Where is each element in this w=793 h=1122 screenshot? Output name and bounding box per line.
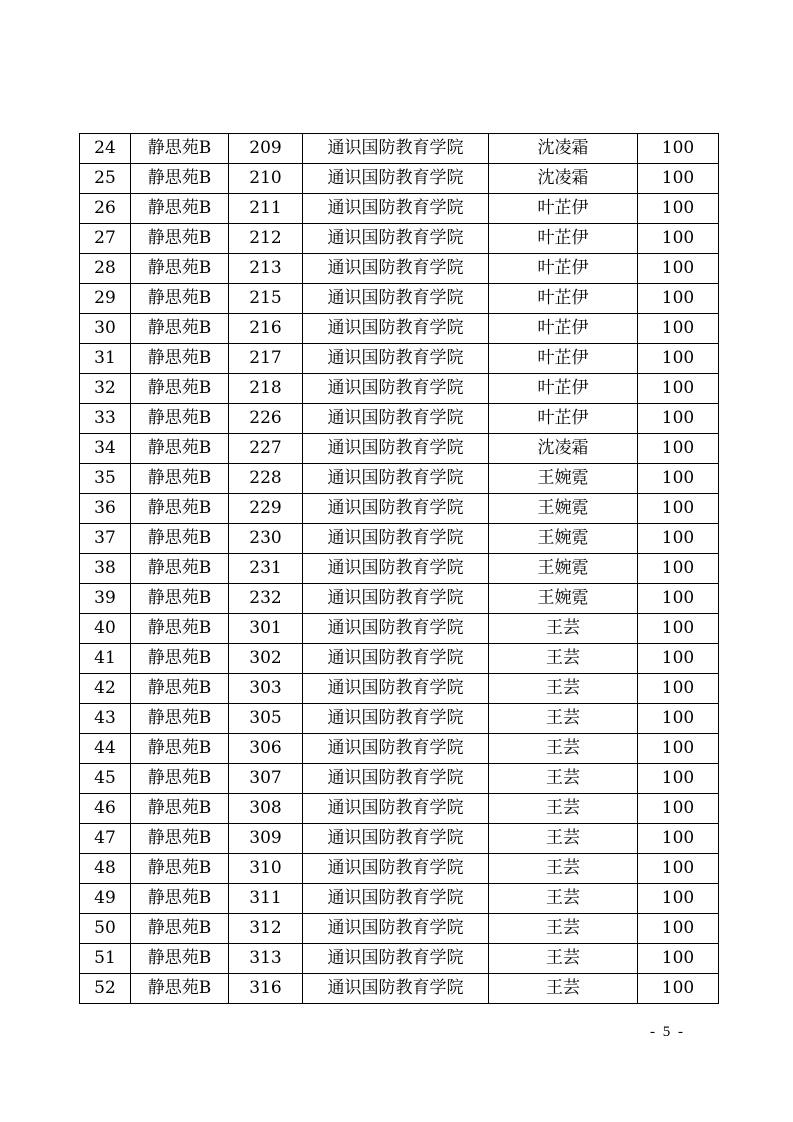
row-number-cell: 42: [80, 674, 131, 704]
person-name-cell: 王芸: [489, 674, 638, 704]
row-number-cell: 28: [80, 254, 131, 284]
college-name-cell: 通识国防教育学院: [303, 524, 489, 554]
row-number-cell: 49: [80, 884, 131, 914]
page-number: - 5 -: [650, 1024, 685, 1040]
room-number-cell: 213: [229, 254, 303, 284]
row-number-cell: 50: [80, 914, 131, 944]
row-number-cell: 30: [80, 314, 131, 344]
score-cell: 100: [638, 134, 719, 164]
college-name-cell: 通识国防教育学院: [303, 644, 489, 674]
person-name-cell: 王婉霓: [489, 464, 638, 494]
building-name-cell: 静思苑B: [131, 614, 229, 644]
building-name-cell: 静思苑B: [131, 794, 229, 824]
college-name-cell: 通识国防教育学院: [303, 854, 489, 884]
score-cell: 100: [638, 674, 719, 704]
score-cell: 100: [638, 974, 719, 1004]
score-cell: 100: [638, 494, 719, 524]
college-name-cell: 通识国防教育学院: [303, 674, 489, 704]
room-number-cell: 212: [229, 224, 303, 254]
score-cell: 100: [638, 194, 719, 224]
college-name-cell: 通识国防教育学院: [303, 704, 489, 734]
college-name-cell: 通识国防教育学院: [303, 464, 489, 494]
row-number-cell: 35: [80, 464, 131, 494]
building-name-cell: 静思苑B: [131, 704, 229, 734]
college-name-cell: 通识国防教育学院: [303, 164, 489, 194]
room-number-cell: 305: [229, 704, 303, 734]
room-number-cell: 228: [229, 464, 303, 494]
table-row: [80, 134, 719, 164]
room-number-cell: 310: [229, 854, 303, 884]
college-name-cell: 通识国防教育学院: [303, 374, 489, 404]
person-name-cell: 叶芷伊: [489, 314, 638, 344]
college-name-cell: 通识国防教育学院: [303, 974, 489, 1004]
person-name-cell: 王芸: [489, 794, 638, 824]
person-name-cell: 王芸: [489, 974, 638, 1004]
building-name-cell: 静思苑B: [131, 164, 229, 194]
person-name-cell: 叶芷伊: [489, 224, 638, 254]
score-cell: 100: [638, 914, 719, 944]
table-row: [80, 614, 719, 644]
row-number-cell: 29: [80, 284, 131, 314]
building-name-cell: 静思苑B: [131, 914, 229, 944]
table-row: [80, 704, 719, 734]
room-number-cell: 210: [229, 164, 303, 194]
building-name-cell: 静思苑B: [131, 734, 229, 764]
table-row: [80, 734, 719, 764]
person-name-cell: 沈凌霜: [489, 434, 638, 464]
score-cell: 100: [638, 164, 719, 194]
room-number-cell: 308: [229, 794, 303, 824]
row-number-cell: 46: [80, 794, 131, 824]
building-name-cell: 静思苑B: [131, 494, 229, 524]
building-name-cell: 静思苑B: [131, 344, 229, 374]
score-cell: 100: [638, 734, 719, 764]
table-row: [80, 374, 719, 404]
table-row: [80, 314, 719, 344]
building-name-cell: 静思苑B: [131, 284, 229, 314]
person-name-cell: 叶芷伊: [489, 344, 638, 374]
row-number-cell: 36: [80, 494, 131, 524]
room-number-cell: 312: [229, 914, 303, 944]
college-name-cell: 通识国防教育学院: [303, 254, 489, 284]
score-cell: 100: [638, 884, 719, 914]
row-number-cell: 38: [80, 554, 131, 584]
building-name-cell: 静思苑B: [131, 254, 229, 284]
building-name-cell: 静思苑B: [131, 764, 229, 794]
college-name-cell: 通识国防教育学院: [303, 764, 489, 794]
score-cell: 100: [638, 824, 719, 854]
row-number-cell: 27: [80, 224, 131, 254]
building-name-cell: 静思苑B: [131, 554, 229, 584]
score-cell: 100: [638, 314, 719, 344]
college-name-cell: 通识国防教育学院: [303, 344, 489, 374]
table-row: [80, 254, 719, 284]
score-cell: 100: [638, 254, 719, 284]
room-number-cell: 303: [229, 674, 303, 704]
college-name-cell: 通识国防教育学院: [303, 224, 489, 254]
score-cell: 100: [638, 854, 719, 884]
score-cell: 100: [638, 614, 719, 644]
building-name-cell: 静思苑B: [131, 824, 229, 854]
person-name-cell: 王芸: [489, 854, 638, 884]
person-name-cell: 王芸: [489, 944, 638, 974]
table-row: [80, 584, 719, 614]
building-name-cell: 静思苑B: [131, 404, 229, 434]
table-row: [80, 554, 719, 584]
score-cell: 100: [638, 944, 719, 974]
table-row: [80, 914, 719, 944]
person-name-cell: 王芸: [489, 824, 638, 854]
building-name-cell: 静思苑B: [131, 644, 229, 674]
person-name-cell: 王芸: [489, 734, 638, 764]
table-row: [80, 794, 719, 824]
room-number-cell: 226: [229, 404, 303, 434]
person-name-cell: 沈凌霜: [489, 164, 638, 194]
room-number-cell: 227: [229, 434, 303, 464]
score-cell: 100: [638, 344, 719, 374]
room-number-cell: 215: [229, 284, 303, 314]
row-number-cell: 48: [80, 854, 131, 884]
college-name-cell: 通识国防教育学院: [303, 494, 489, 524]
table-row: [80, 434, 719, 464]
score-cell: 100: [638, 374, 719, 404]
score-cell: 100: [638, 224, 719, 254]
row-number-cell: 31: [80, 344, 131, 374]
room-number-cell: 309: [229, 824, 303, 854]
row-number-cell: 51: [80, 944, 131, 974]
row-number-cell: 44: [80, 734, 131, 764]
room-number-cell: 306: [229, 734, 303, 764]
table-row: [80, 764, 719, 794]
row-number-cell: 32: [80, 374, 131, 404]
building-name-cell: 静思苑B: [131, 674, 229, 704]
person-name-cell: 王芸: [489, 614, 638, 644]
score-cell: 100: [638, 464, 719, 494]
row-number-cell: 40: [80, 614, 131, 644]
room-number-cell: 301: [229, 614, 303, 644]
score-cell: 100: [638, 764, 719, 794]
building-name-cell: 静思苑B: [131, 374, 229, 404]
table-row: [80, 524, 719, 554]
room-number-cell: 313: [229, 944, 303, 974]
row-number-cell: 52: [80, 974, 131, 1004]
college-name-cell: 通识国防教育学院: [303, 794, 489, 824]
room-number-cell: 302: [229, 644, 303, 674]
college-name-cell: 通识国防教育学院: [303, 434, 489, 464]
score-cell: 100: [638, 284, 719, 314]
row-number-cell: 37: [80, 524, 131, 554]
building-name-cell: 静思苑B: [131, 224, 229, 254]
person-name-cell: 王婉霓: [489, 524, 638, 554]
room-number-cell: 307: [229, 764, 303, 794]
person-name-cell: 叶芷伊: [489, 284, 638, 314]
building-name-cell: 静思苑B: [131, 944, 229, 974]
row-number-cell: 45: [80, 764, 131, 794]
college-name-cell: 通识国防教育学院: [303, 284, 489, 314]
table-body: [80, 134, 719, 1004]
college-name-cell: 通识国防教育学院: [303, 914, 489, 944]
table-row: [80, 344, 719, 374]
person-name-cell: 王芸: [489, 884, 638, 914]
score-cell: 100: [638, 404, 719, 434]
college-name-cell: 通识国防教育学院: [303, 314, 489, 344]
person-name-cell: 王婉霓: [489, 554, 638, 584]
row-number-cell: 26: [80, 194, 131, 224]
row-number-cell: 39: [80, 584, 131, 614]
college-name-cell: 通识国防教育学院: [303, 584, 489, 614]
building-name-cell: 静思苑B: [131, 194, 229, 224]
table-row: [80, 974, 719, 1004]
score-cell: 100: [638, 704, 719, 734]
dorm-inspection-table: [79, 133, 719, 1004]
room-number-cell: 316: [229, 974, 303, 1004]
person-name-cell: 王婉霓: [489, 494, 638, 524]
building-name-cell: 静思苑B: [131, 974, 229, 1004]
person-name-cell: 叶芷伊: [489, 254, 638, 284]
college-name-cell: 通识国防教育学院: [303, 734, 489, 764]
college-name-cell: 通识国防教育学院: [303, 404, 489, 434]
room-number-cell: 218: [229, 374, 303, 404]
college-name-cell: 通识国防教育学院: [303, 944, 489, 974]
person-name-cell: 王芸: [489, 644, 638, 674]
college-name-cell: 通识国防教育学院: [303, 554, 489, 584]
table-row: [80, 674, 719, 704]
person-name-cell: 叶芷伊: [489, 194, 638, 224]
building-name-cell: 静思苑B: [131, 434, 229, 464]
room-number-cell: 217: [229, 344, 303, 374]
score-cell: 100: [638, 434, 719, 464]
table-row: [80, 824, 719, 854]
building-name-cell: 静思苑B: [131, 884, 229, 914]
person-name-cell: 叶芷伊: [489, 404, 638, 434]
row-number-cell: 25: [80, 164, 131, 194]
person-name-cell: 王芸: [489, 704, 638, 734]
table-row: [80, 944, 719, 974]
score-cell: 100: [638, 794, 719, 824]
college-name-cell: 通识国防教育学院: [303, 884, 489, 914]
college-name-cell: 通识国防教育学院: [303, 194, 489, 224]
room-number-cell: 209: [229, 134, 303, 164]
room-number-cell: 211: [229, 194, 303, 224]
room-number-cell: 216: [229, 314, 303, 344]
person-name-cell: 王芸: [489, 914, 638, 944]
building-name-cell: 静思苑B: [131, 854, 229, 884]
person-name-cell: 王婉霓: [489, 584, 638, 614]
table-row: [80, 284, 719, 314]
row-number-cell: 24: [80, 134, 131, 164]
score-cell: 100: [638, 524, 719, 554]
row-number-cell: 33: [80, 404, 131, 434]
row-number-cell: 43: [80, 704, 131, 734]
building-name-cell: 静思苑B: [131, 584, 229, 614]
building-name-cell: 静思苑B: [131, 314, 229, 344]
row-number-cell: 34: [80, 434, 131, 464]
score-cell: 100: [638, 584, 719, 614]
college-name-cell: 通识国防教育学院: [303, 614, 489, 644]
table-row: [80, 464, 719, 494]
person-name-cell: 叶芷伊: [489, 374, 638, 404]
room-number-cell: 232: [229, 584, 303, 614]
building-name-cell: 静思苑B: [131, 464, 229, 494]
table-row: [80, 164, 719, 194]
score-cell: 100: [638, 554, 719, 584]
room-number-cell: 311: [229, 884, 303, 914]
table-row: [80, 494, 719, 524]
table-row: [80, 884, 719, 914]
table-row: [80, 224, 719, 254]
building-name-cell: 静思苑B: [131, 524, 229, 554]
table-row: [80, 644, 719, 674]
table-row: [80, 194, 719, 224]
person-name-cell: 沈凌霜: [489, 134, 638, 164]
room-number-cell: 229: [229, 494, 303, 524]
room-number-cell: 230: [229, 524, 303, 554]
room-number-cell: 231: [229, 554, 303, 584]
table-row: [80, 404, 719, 434]
row-number-cell: 47: [80, 824, 131, 854]
person-name-cell: 王芸: [489, 764, 638, 794]
table-row: [80, 854, 719, 884]
building-name-cell: 静思苑B: [131, 134, 229, 164]
row-number-cell: 41: [80, 644, 131, 674]
college-name-cell: 通识国防教育学院: [303, 824, 489, 854]
score-cell: 100: [638, 644, 719, 674]
college-name-cell: 通识国防教育学院: [303, 134, 489, 164]
